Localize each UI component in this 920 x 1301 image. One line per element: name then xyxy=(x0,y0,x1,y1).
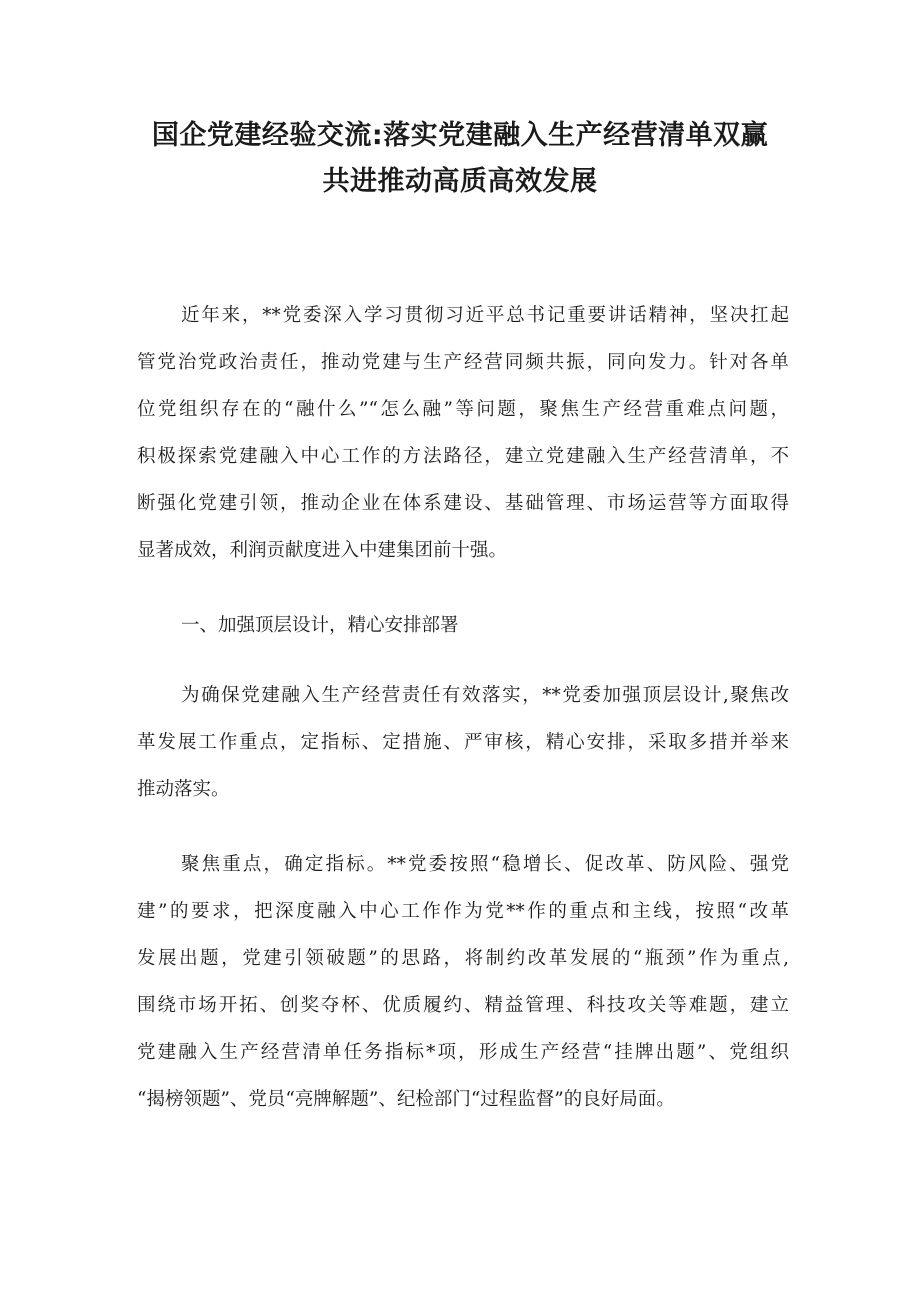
paragraph-2-line-1: 为确保党建融入生产经营责任有效落实，**党委加强顶层设计,聚焦改 xyxy=(181,685,789,706)
paragraph-1-line-1: 近年来，**党委深入学习贯彻习近平总书记重要讲话精神，坚决扛起 xyxy=(181,305,789,326)
paragraph-3-line-4: 围绕市场开拓、创奖夺杯、优质履约、精益管理、科技攻关等难题，建立 xyxy=(137,995,789,1016)
document-title-line-1: 国企党建经验交流:落实党建融入生产经营清单双赢 xyxy=(151,120,769,151)
paragraph-3-line-5: 党建融入生产经营清单任务指标*项，形成生产经营“挂牌出题”、党组织 xyxy=(137,1042,789,1063)
paragraph-2-line-3: 推动落实。 xyxy=(137,779,230,800)
paragraph-3-line-6: “揭榜领题”、党员“亮牌解题”、纪检部门“过程监督”的良好局面。 xyxy=(137,1089,675,1110)
paragraph-1-line-3: 位党组织存在的“融什么”“怎么融”等问题，聚焦生产经营重难点问题， xyxy=(137,399,789,420)
paragraph-3-line-2: 建”的要求，把深度融入中心工作作为党**作的重点和主线，按照“改革 xyxy=(137,901,789,922)
paragraph-1-line-5: 断强化党建引领，推动企业在体系建设、基础管理、市场运营等方面取得 xyxy=(137,493,789,514)
paragraph-3-line-3: 发展出题，党建引领破题”的思路，将制约改革发展的“瓶颈”作为重点, xyxy=(137,948,789,969)
paragraph-1-line-4: 积极探索党建融入中心工作的方法路径，建立党建融入生产经营清单，不 xyxy=(137,446,789,467)
paragraph-1-line-6: 显著成效，利润贡献度进入中建集团前十强。 xyxy=(137,540,508,561)
document-title-line-2: 共进推动高质高效发展 xyxy=(322,166,598,197)
paragraph-3-line-1: 聚焦重点，确定指标。**党委按照“稳增长、促改革、防风险、强党 xyxy=(181,854,789,875)
paragraph-2-line-2: 革发展工作重点，定指标、定措施、严审核，精心安排，采取多措并举来 xyxy=(137,732,789,753)
paragraph-1-line-2: 管党治党政治责任，推动党建与生产经营同频共振，同向发力。针对各单 xyxy=(137,352,789,373)
section-heading-1: 一、加强顶层设计，精心安排部署 xyxy=(181,615,459,636)
